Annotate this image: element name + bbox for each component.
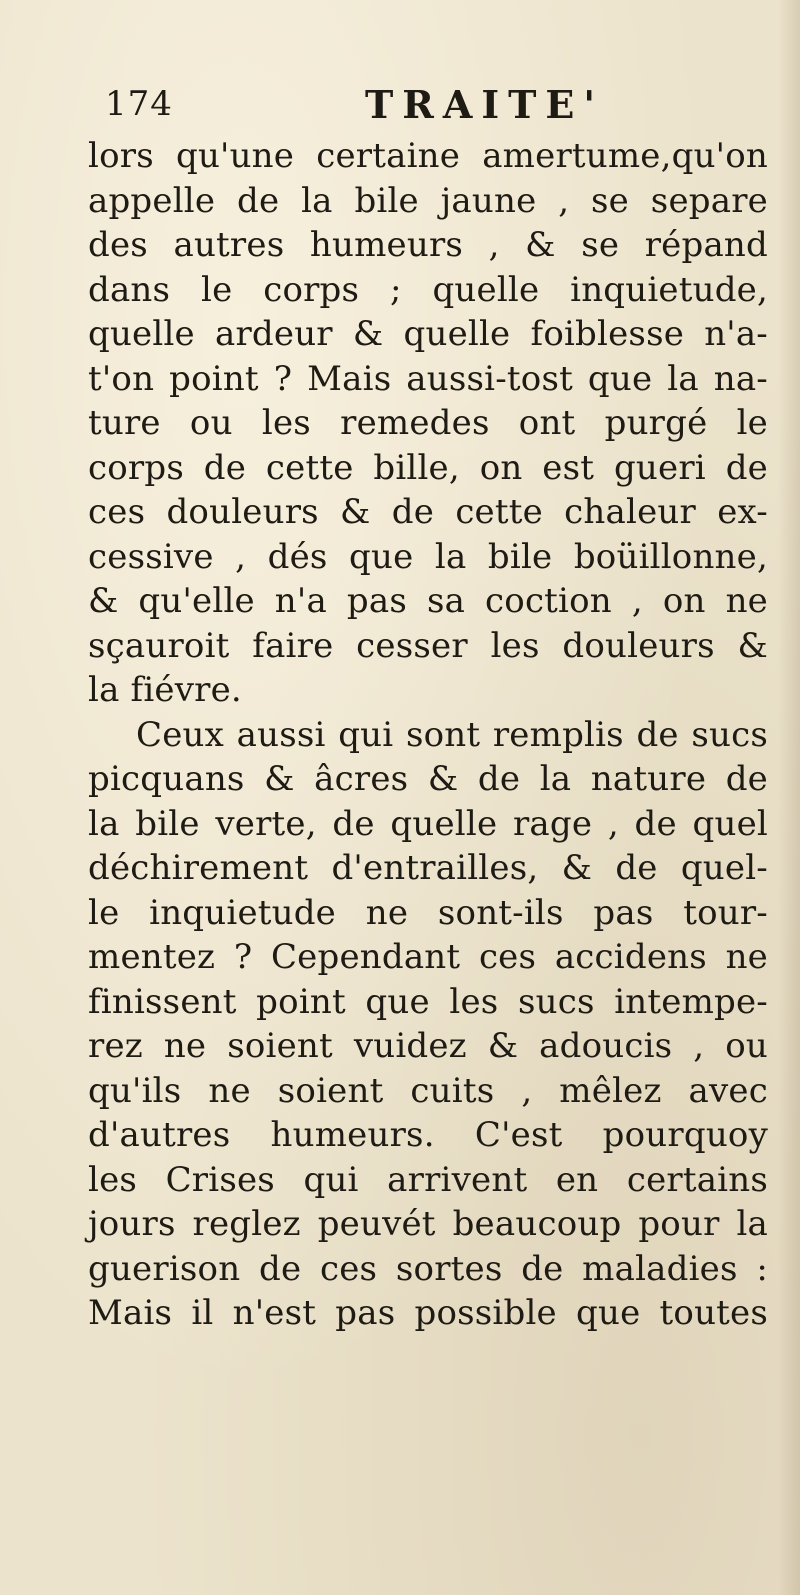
page-header — [105, 80, 725, 130]
text-line: rez ne soient vuidez & adoucis , ou — [88, 1026, 768, 1066]
text-line: t'on point ? Mais aussi-tost que la na- — [88, 358, 768, 399]
running-head: TRAITE' — [365, 82, 604, 127]
text-line: jours reglez peuvét beaucoup pour la — [88, 1204, 768, 1244]
text-line: lors qu'une certaine amertume,qu'on — [88, 136, 768, 176]
text-line: qu'ils ne soient cuits , mêlez avec — [88, 1070, 768, 1111]
text-line: finissent point que les sucs intempe- — [88, 981, 768, 1022]
text-line: mentez ? Cependant ces accidens ne — [88, 937, 768, 977]
text-line: guerison de ces sortes de maladies : — [88, 1248, 768, 1289]
text-line: picquans & âcres & de la nature de — [88, 759, 768, 799]
body-text — [88, 134, 768, 1336]
text-line: les Crises qui arrivent en certains — [88, 1159, 768, 1200]
text-line: ces douleurs & de cette chaleur ex- — [88, 492, 768, 532]
text-line: cessive , dés que la bile boüillonne, — [88, 536, 768, 577]
page-number: 174 — [105, 84, 173, 124]
text-line: dans le corps ; quelle inquietude, — [88, 269, 768, 310]
text-line: quelle ardeur & quelle foiblesse n'a- — [88, 314, 768, 354]
text-line: ture ou les remedes ont purgé le — [88, 403, 768, 443]
text-line: le inquietude ne sont-ils pas tour- — [88, 892, 768, 933]
text-line: Mais il n'est pas possible que toutes — [88, 1293, 768, 1333]
text-line: corps de cette bille, on est gueri de — [88, 447, 768, 488]
text-line: la fiévre. — [88, 670, 242, 710]
text-line: la bile verte, de quelle rage , de quel — [88, 803, 768, 844]
text-line: appelle de la bile jaune , se separe — [88, 180, 768, 221]
text-line: des autres humeurs , & se répand — [88, 225, 768, 265]
text-line: d'autres humeurs. C'est pourquoy — [88, 1115, 768, 1155]
text-line: déchirement d'entrailles, & de quel- — [88, 848, 768, 888]
paragraph-start-line: Ceux aussi qui sont remplis de sucs — [136, 714, 768, 755]
text-line: sçauroit faire cesser les douleurs & — [88, 625, 768, 666]
text-line: & qu'elle n'a pas sa coction , on ne — [88, 581, 768, 621]
page-edge-shadow — [778, 0, 800, 1595]
